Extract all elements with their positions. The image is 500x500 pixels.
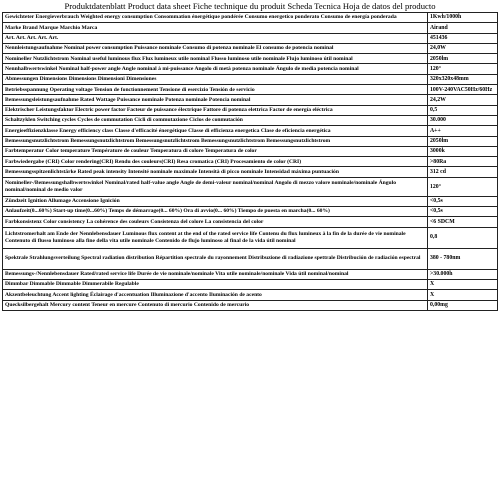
spec-label: Farbtemperatur Color temperature Température de couleur Temperatura di colore Temperatura de color <box>3 146 428 156</box>
spec-value: 320x320x48mm <box>428 74 498 84</box>
table-row <box>3 23 498 33</box>
spec-label: Schaltzyklen Switching cycles Cycles de commutation Cicli di commutazione Ciclos de conmutación <box>3 115 428 125</box>
table-row <box>3 95 498 105</box>
spec-label: Bemessungsspitzenlichtstärke Rated peak intensity Intensité nominale maximale Intensità di picco nominale Intensidad máxima puntuación <box>3 167 428 177</box>
spec-value: 2050lm <box>428 54 498 64</box>
spec-label: Nomineller-/Bemessungshalbwertswinkel Nominal/rated half-value angle Angle de demi-valeur nominal/nominal Angolo di mezzo valore nominale/nominale Ángulo nominal/nominal de medio valor <box>3 177 428 196</box>
table-row <box>3 167 498 177</box>
spec-label: Bemessungsleistungsaufnahme Rated Wattage Puissance nominale Potenza nominale Potencia nominal <box>3 95 428 105</box>
spec-value: 120° <box>428 177 498 196</box>
table-row <box>3 126 498 136</box>
spec-label: Zündzeit Ignition Allumage Accensione Ignición <box>3 196 428 206</box>
spec-label: Abmessungen Dimensions Dimensions Dimensioni Dimensiones <box>3 74 428 84</box>
spec-table <box>2 12 498 311</box>
spec-label: Gewichteter Energieverbrauch Weighted energy consumption Consommation énergétique pondérée Consumo energetico ponderato Consumo de energía ponderada <box>3 13 428 23</box>
spec-value: Airand <box>428 23 498 33</box>
spec-value: 24,2W <box>428 95 498 105</box>
spec-label: Bemessungs-/Nennlebensdauer Rated/rated service life Durée de vie nominale/nominale Vita utile nominale/nominale Vida útil nominal/nominal <box>3 269 428 279</box>
table-row <box>3 13 498 23</box>
table-row <box>3 290 498 300</box>
spec-value: 0,8 <box>428 227 498 248</box>
spec-value: X <box>428 279 498 289</box>
table-row <box>3 300 498 310</box>
table-row <box>3 217 498 227</box>
spec-value: X <box>428 290 498 300</box>
spec-value: 2050lm <box>428 136 498 146</box>
spec-value: 1Kwh/1000h <box>428 13 498 23</box>
spec-table-body <box>3 13 498 311</box>
table-row <box>3 269 498 279</box>
spec-value: <0,5s <box>428 196 498 206</box>
spec-label: Spektrale Strahlungsverteilung Spectral radiation distribution Répartition spectrale du rayonnement Distribuzione di radiazione spettrale Distribución de radiación espectral <box>3 248 428 269</box>
spec-label: Nennhalbwertswinkel Nominal half-power angle Angle nominal à mi-puissance Angolo di metà potenza nominale Ángulo de media potencia nominal <box>3 64 428 74</box>
table-row <box>3 279 498 289</box>
spec-label: Nennleistungsaufnahme Nominal power consumption Puissance nominale Consumo di potenza nominale El consumo de potencia nominal <box>3 43 428 53</box>
spec-label: Bemessungsnutzlichtstrom Bemessungsnutzlichtstrom Bemessungsnutzlichtstrom Bemessungsnutzlichtstrom Bemessungsnutzlichtstrom <box>3 136 428 146</box>
spec-label: Art. Art. Art. Art. Art. <box>3 33 428 43</box>
table-row <box>3 43 498 53</box>
spec-value: 380 - 780nm <box>428 248 498 269</box>
spec-label: Marke Brand Marque Marchio Marca <box>3 23 428 33</box>
table-row <box>3 33 498 43</box>
spec-label: Energieeffizienzklasse Energy efficiency class Classe d'efficacité énergétique Classe di efficienza energetica Clase de eficiencia energética <box>3 126 428 136</box>
spec-label: Elektrischer Leistungsfaktor Electric power factor Facteur de puissance électrique Fattore di potenza elettrica Factor de energía eléctrica <box>3 105 428 115</box>
spec-value: 100V-240VAC50Hz/60Hz <box>428 85 498 95</box>
table-row <box>3 64 498 74</box>
table-row <box>3 196 498 206</box>
spec-value: 451436 <box>428 33 498 43</box>
spec-value: 3000k <box>428 146 498 156</box>
spec-value: 312 cd <box>428 167 498 177</box>
table-row <box>3 177 498 196</box>
spec-label: Betriebsspannung Operating voltage Tension de fonctionnement Tensione di esercizio Tensión de servicio <box>3 85 428 95</box>
table-row <box>3 115 498 125</box>
spec-value: 24,0W <box>428 43 498 53</box>
spec-label: Dimmbar Dimmable Dimmable Dimmerabile Regulable <box>3 279 428 289</box>
table-row <box>3 74 498 84</box>
spec-value: <6 SDCM <box>428 217 498 227</box>
spec-value: <0,5s <box>428 207 498 217</box>
spec-value: A++ <box>428 126 498 136</box>
table-row <box>3 85 498 95</box>
spec-label: Anlaufzeit(0...60%) Start-up time(0...60%) Temps de démarrage(0... 60%) Ora di avvio(0... 60%) Tiempo de puesta en marcha(0... 60%) <box>3 207 428 217</box>
table-row <box>3 146 498 156</box>
spec-label: Farbkonsistenz Color consistency La cohérence des couleurs Consistenza del colore La consistencia del color <box>3 217 428 227</box>
table-row <box>3 248 498 269</box>
table-row <box>3 54 498 64</box>
spec-value: 30.000 <box>428 115 498 125</box>
spec-label: Nomineller Nutzlichtstrom Nominal useful luminous flux Flux lumineux utile nominal Flusso luminoso utile nominale Flujo luminoso útil nominal <box>3 54 428 64</box>
spec-value: 0,5 <box>428 105 498 115</box>
spec-label: Akzentbeleuchtung Accent lighting Éclairage d'accentuation Illuminazione d'accento Iluminación de acento <box>3 290 428 300</box>
table-row <box>3 207 498 217</box>
spec-label: Farbwiedergabe (CRI) Color rendering(CRI) Rendu des couleurs(CRI) Resa cromatica (CRI) Procesamiento de color (CRI) <box>3 157 428 167</box>
spec-label: Lichtstromerhalt am Ende der Nennlebensdauer Luminous flux content at the end of the rated service life Contenu du flux lumineux à la fin de la durée de vie nominale Contenuto di flusso luminoso alla fine della vita utile nominale Contenido de flujo luminoso al final de la vida útil nominal <box>3 227 428 248</box>
spec-value: >80Ra <box>428 157 498 167</box>
table-row <box>3 157 498 167</box>
spec-label: Quecksilbergehalt Mercury content Teneur en mercure Contenuto di mercurio Contenido de mercurio <box>3 300 428 310</box>
table-row <box>3 105 498 115</box>
table-row <box>3 227 498 248</box>
spec-value: 0,00mg <box>428 300 498 310</box>
table-row <box>3 136 498 146</box>
page-title: Produktdatenblatt Product data sheet Fiche technique du produit Scheda Tecnica Hoja de datos del producto <box>64 1 436 11</box>
spec-value: >30.000h <box>428 269 498 279</box>
spec-value: 120° <box>428 64 498 74</box>
